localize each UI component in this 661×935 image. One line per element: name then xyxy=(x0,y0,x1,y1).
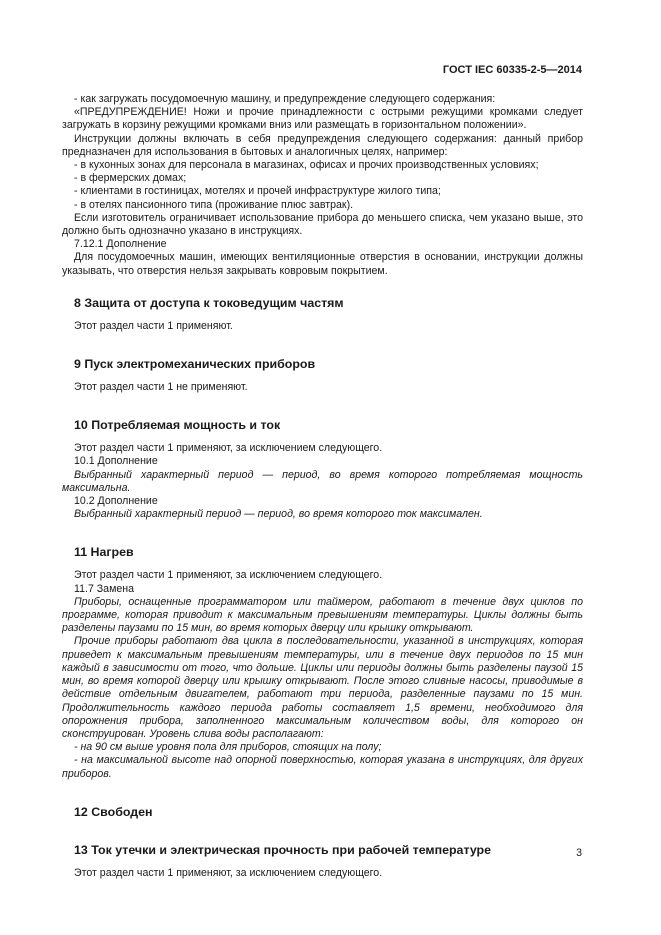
standard-designation: ГОСТ IEC 60335-2-5—2014 xyxy=(442,64,582,76)
subclause-heading: 7.12.1 Дополнение xyxy=(74,238,167,251)
section-12-title: 12 Свободен xyxy=(74,804,153,819)
list-item: - клиентами в гостиницах, мотелях и прочей инфраструктуре жилого типа; xyxy=(74,185,441,198)
section-11-body: Прочие приборы работают два цикла в последовательности, указанной в инструкциях, которая приведет к максимальным превышениям температуры, или в течение двух периодов по 15 мин каждый в зависимости от того, что дольше. Циклы или периоды должны быть разделены паузой 15 мин, во время которой дверцу или крышку открывают. После этого сливные насосы, приводимые в действие отдельным двигателем, работают три периода, разделенные паузами по 15 мин. Продолжительность каждого периода работы составляет 1,5 времени, необходимого для опорожнения прибора, заполненного максимальным количеством воды, для которого он сконструирован. Уровень слива воды располагают: xyxy=(62,635,583,740)
section-8-title: 8 Защита от доступа к токоведущим частям xyxy=(74,295,344,310)
intro-paragraph: Для посудомоечных машин, имеющих вентиляционные отверстия в основании, инструкции должны указывать, что отверстия нельзя закрывать ковровым покрытием. xyxy=(62,251,583,277)
page-number: 3 xyxy=(576,847,582,859)
list-item: - в отелях пансионного типа (проживание плюс завтрак). xyxy=(74,198,354,211)
subclause-heading: 10.2 Дополнение xyxy=(74,495,158,508)
section-13-title: 13 Ток утечки и электрическая прочность при рабочей температуре xyxy=(74,842,492,857)
section-8-body: Этот раздел части 1 применяют. xyxy=(74,319,233,332)
section-10-body: Выбранный характерный период — период, во время которого ток максимален. xyxy=(74,508,483,521)
intro-paragraph: Инструкции должны включать в себя предупреждения следующего содержания: данный прибор предназначен для использования в бытовых и аналогичных целях, например: xyxy=(62,132,583,158)
section-10-body: Этот раздел части 1 применяют, за исключением следующего. xyxy=(74,442,383,455)
subclause-heading: 11.7 Замена xyxy=(74,582,134,595)
section-11-title: 11 Нагрев xyxy=(74,545,134,560)
section-11-body: Приборы, оснащенные программатором или таймером, работают в течение двух циклов по программе, которая приводит к максимальным превышениям температуры. Циклы должны быть разделены паузами по 15 мин, во время которых дверцу или крышку открывают. xyxy=(62,595,583,635)
intro-paragraph: Если изготовитель ограничивает использование прибора до меньшего списка, чем указано выше, это должно быть однозначно указано в инструкциях. xyxy=(62,211,583,238)
list-item: - в фермерских домах; xyxy=(74,172,187,185)
section-9-title: 9 Пуск электромеханических приборов xyxy=(74,357,316,372)
intro-paragraph: - как загружать посудомоечную машину, и предупреждение следующего содержания: xyxy=(74,93,496,105)
list-item: - на максимальной высоте над опорной поверхностью, которая указана в инструкциях, для других приборов. xyxy=(62,754,583,780)
warning-paragraph: «ПРЕДУПРЕЖДЕНИЕ! Ножи и прочие принадлежности с острыми режущими кромками следует загружать в корзину режущими кромками вниз или размещать в горизонтальном положении». xyxy=(62,106,583,132)
section-10-title: 10 Потребляемая мощность и ток xyxy=(74,418,281,433)
section-11-body: Этот раздел части 1 применяют, за исключением следующего. xyxy=(74,569,383,582)
list-item: - на 90 см выше уровня пола для приборов, стоящих на полу; xyxy=(74,741,382,754)
subclause-heading: 10.1 Дополнение xyxy=(74,455,158,468)
list-item: - в кухонных зонах для персонала в магазинах, офисах и прочих производственных условиях; xyxy=(74,159,539,172)
section-10-body: Выбранный характерный период — период, во время которого потребляемая мощность максимальна. xyxy=(62,468,583,494)
page-content xyxy=(62,93,583,880)
section-13-body: Этот раздел части 1 применяют, за исключением следующего. xyxy=(74,866,383,879)
section-9-body: Этот раздел части 1 не применяют. xyxy=(74,381,248,394)
